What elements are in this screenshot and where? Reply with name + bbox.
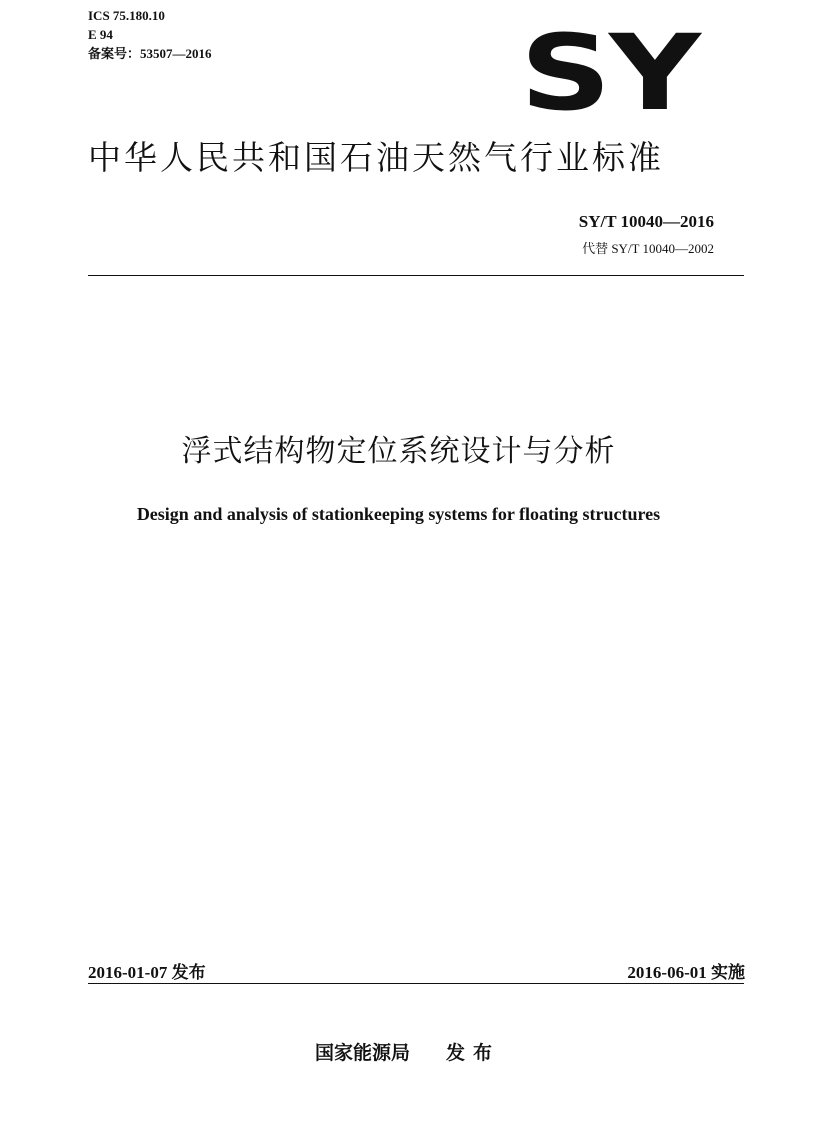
ccs-code: E 94: [88, 27, 113, 42]
document-title-english: Design and analysis of stationkeeping systems for floating structures: [136, 504, 661, 524]
sy-logo: SY: [520, 12, 699, 134]
issuing-authority: [0, 1038, 815, 1065]
industry-standard-title: 中华人民共和国石油天然气行业标准: [88, 138, 664, 177]
document-meta: [88, 6, 212, 63]
top-divider: [88, 275, 744, 276]
replaces-standard: 代替 SY/T 10040—2002: [582, 241, 714, 256]
ics-code: ICS 75.180.10: [88, 8, 165, 23]
issuer-name: 国家能源局: [314, 1042, 410, 1064]
standard-code: SY/T 10040—2016: [578, 212, 714, 231]
bottom-divider: [88, 983, 744, 984]
effective-date: 2016-06-01 实施: [627, 963, 745, 982]
document-title-chinese: 浮式结构物定位系统设计与分析: [181, 434, 616, 469]
issuer-action: 发布: [446, 1042, 501, 1064]
filing-number: 备案号：53507—2016: [88, 46, 212, 61]
issue-date: 2016-01-07 发布: [88, 963, 206, 982]
